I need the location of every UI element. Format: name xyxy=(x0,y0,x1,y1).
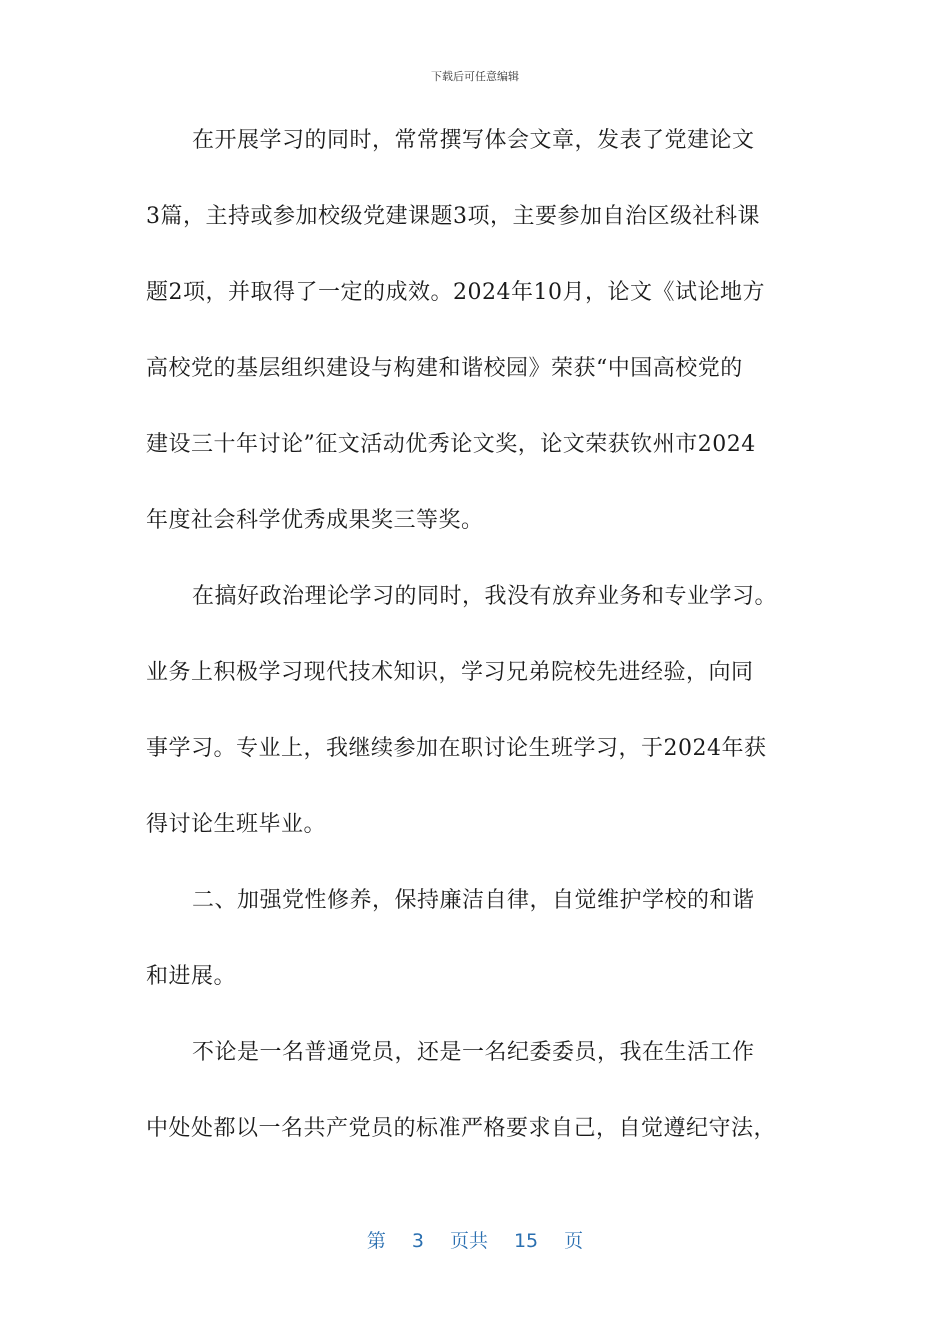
text-line: 和进展。 xyxy=(146,964,237,989)
text-line: 中处处都以一名共产党员的标准严格要求自己，自觉遵纪守法， xyxy=(146,1116,777,1141)
footer-suffix: 页 xyxy=(564,1230,584,1252)
text-line: 题2项，并取得了一定的成效。2024年10月，论文《试论地方 xyxy=(146,280,765,305)
text-line: 高校党的基层组织建设与构建和谐校园》荣获“中国高校党的 xyxy=(146,356,743,381)
page-footer xyxy=(0,1226,950,1253)
text-line: 事学习。专业上，我继续参加在职讨论生班学习，于2024年获 xyxy=(146,736,767,761)
text-line: 在开展学习的同时，常常撰写体会文章，发表了党建论文 xyxy=(192,128,755,153)
text-line: 3篇，主持或参加校级党建课题3项，主要参加自治区级社科课 xyxy=(146,204,760,229)
total-page-count: 15 xyxy=(513,1230,539,1252)
text-line: 二、加强党性修养，保持廉洁自律，自觉维护学校的和谐 xyxy=(192,888,755,913)
text-line: 得讨论生班毕业。 xyxy=(146,812,327,837)
page-header-note: 下载后可任意编辑 xyxy=(431,70,519,83)
footer-middle: 页共 xyxy=(449,1230,488,1252)
document-body xyxy=(146,122,806,1186)
text-line: 建设三十年讨论”征文活动优秀论文奖，论文荣获钦州市2024 xyxy=(146,432,756,457)
current-page-number: 3 xyxy=(411,1230,424,1252)
text-line: 在搞好政治理论学习的同时，我没有放弃业务和专业学习。 xyxy=(192,584,778,609)
text-line: 不论是一名普通党员，还是一名纪委委员，我在生活工作 xyxy=(192,1040,755,1065)
text-line: 年度社会科学优秀成果奖三等奖。 xyxy=(146,508,484,533)
text-line: 业务上积极学习现代技术知识，学习兄弟院校先进经验，向同 xyxy=(146,660,754,685)
footer-prefix: 第 xyxy=(366,1230,386,1252)
